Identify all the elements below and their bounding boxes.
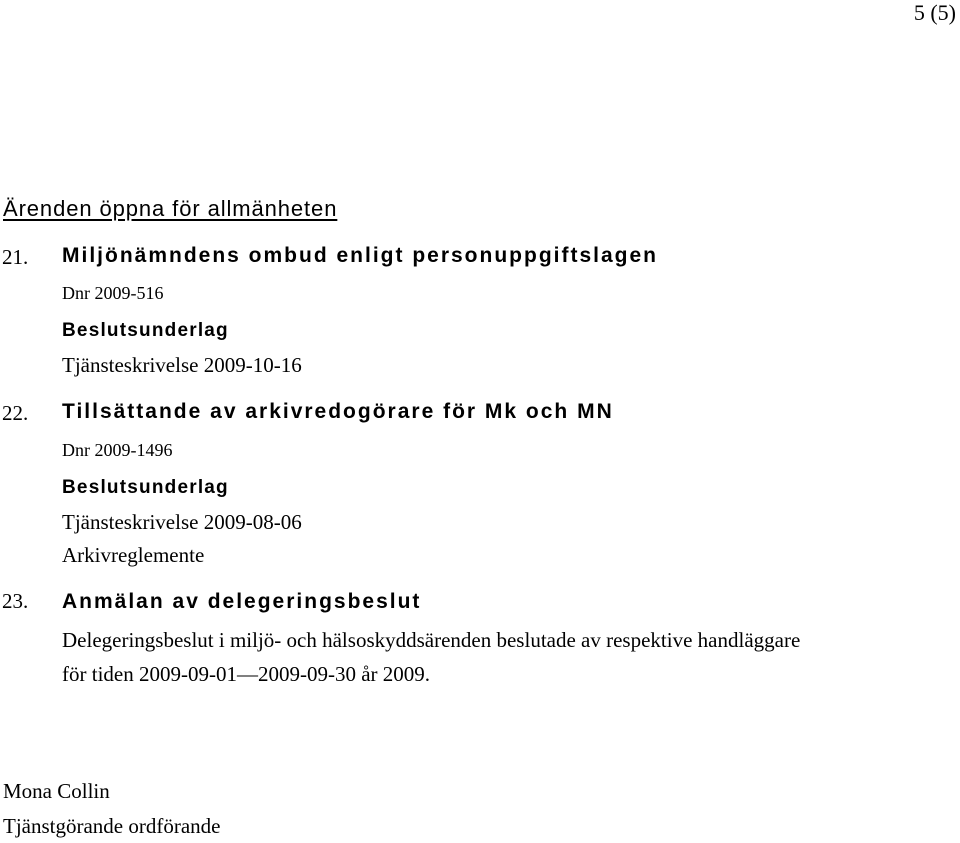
item-number: 23. xyxy=(2,589,29,613)
document-item: Tjänsteskrivelse 2009-10-16 xyxy=(62,353,302,377)
page-number: 5 (5) xyxy=(913,0,956,25)
signatory-role: Tjänstgörande ordförande xyxy=(3,814,221,838)
basis-label: Beslutsunderlag xyxy=(62,477,229,498)
item-title: Tillsättande av arkivredogörare för Mk och MN xyxy=(62,400,614,423)
item-title: Miljönämndens ombud enligt personuppgiftslagen xyxy=(62,244,658,267)
item-number: 22. xyxy=(2,401,29,425)
item-description-line: Delegeringsbeslut i miljö- och hälsoskyddsärenden beslutade av respektive handläggare xyxy=(62,628,801,652)
item-dnr: Dnr 2009-516 xyxy=(62,283,164,303)
item-dnr: Dnr 2009-1496 xyxy=(62,440,173,460)
signatory-name: Mona Collin xyxy=(3,779,110,803)
item-title: Anmälan av delegeringsbeslut xyxy=(62,590,422,613)
document-item: Arkivreglemente xyxy=(62,543,205,567)
section-heading: Ärenden öppna för allmänheten xyxy=(3,196,338,221)
item-number: 21. xyxy=(2,245,29,269)
basis-label: Beslutsunderlag xyxy=(62,320,229,341)
item-description-line: för tiden 2009-09-01—2009-09-30 år 2009. xyxy=(62,662,431,686)
document-item: Tjänsteskrivelse 2009-08-06 xyxy=(62,510,302,534)
